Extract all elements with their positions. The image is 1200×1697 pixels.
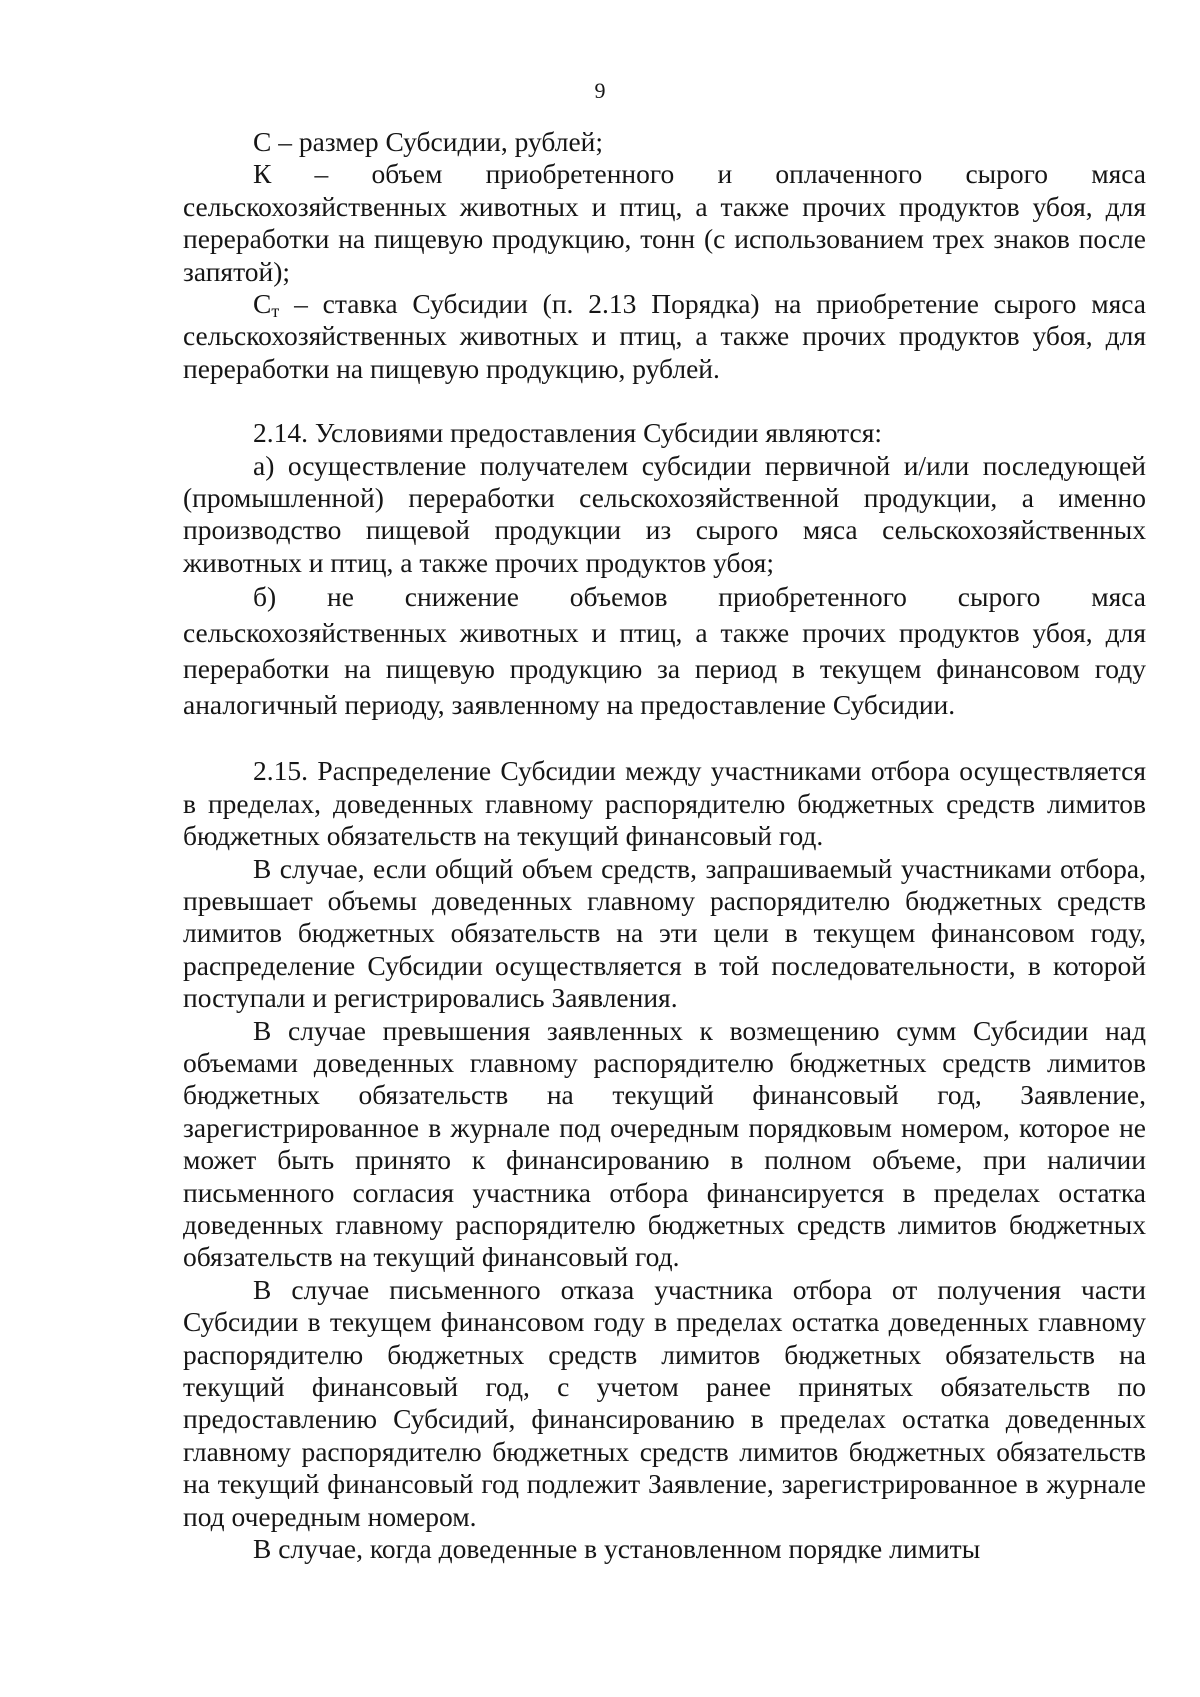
section-2-14-heading: 2.14. Условиями предоставления Субсидии являются: (253, 417, 883, 449)
section-2-15-paragraph-2: В случае, если общий объем средств, запрашиваемый участниками отбора, превышает объемы доведенных главному распорядителю бюджетных средств лимитов бюджетных обязательств на эти цели в текущем финансовом году, распределение Субсидии осуществляется в той последовательности, в которой поступали и регистрировались Заявления. (183, 852, 1146, 1014)
section-2-15-paragraph-1: 2.15. Распределение Субсидии между участниками отбора осуществляется в пределах, доведенных главному распорядителю бюджетных средств лимитов бюджетных обязательств на текущий финансовый год. (183, 755, 1146, 852)
legend-c: С – размер Субсидии, рублей; (253, 126, 604, 157)
legend-ct-text: – ставка Субсидии (п. 2.13 Порядка) на приобретение сырого мяса сельскохозяйственных животных и птиц, а также прочих продуктов убоя, для переработки на пищевую продукцию, рублей. (183, 288, 1146, 384)
section-2-15-paragraph-4: В случае письменного отказа участника отбора от получения части Субсидии в текущем финансовом году в пределах остатка доведенных главному распорядителю бюджетных средств лимитов бюджетных обязательств на текущий финансовый год, с учетом ранее принятых обязательств по предоставлению Субсидий, финансированию в пределах остатка доведенных главному распорядителю бюджетных средств лимитов бюджетных обязательств на текущий финансовый год подлежит Заявление, зарегистрированное в журнале под очередным номером. (183, 1273, 1146, 1532)
legend-ct (183, 288, 1146, 385)
section-2-14-item-a: а) осуществление получателем субсидии первичной и/или последующей (промышленной) переработки сельскохозяйственной продукции, а именно производство пищевой продукции из сырого мяса сельскохозяйственных животных и птиц, а также прочих продуктов убоя; (183, 449, 1146, 578)
legend-ct-symbol: С (253, 288, 272, 320)
legend-ct-subscript: т (271, 301, 280, 322)
section-2-15-paragraph-5: В случае, когда доведенные в установленном порядке лимиты (253, 1533, 981, 1565)
page-number: 9 (594, 78, 606, 103)
legend-k: К – объем приобретенного и оплаченного сырого мяса сельскохозяйственных животных и птиц, а также прочих продуктов убоя, для переработки на пищевую продукцию, тонн (с использованием трех знаков после запятой); (183, 158, 1146, 287)
section-2-14-item-b: б) не снижение объемов приобретенного сырого мяса сельскохозяйственных животных и птиц, а также прочих продуктов убоя, для переработки на пищевую продукцию за период в текущем финансовом году аналогичный периоду, заявленному на предоставление Субсидии. (183, 581, 1146, 721)
document-body (183, 126, 1146, 1565)
section-2-15-paragraph-3: В случае превышения заявленных к возмещению сумм Субсидии над объемами доведенных главному распорядителю бюджетных средств лимитов бюджетных обязательств на текущий финансовый год, Заявление, зарегистрированное в журнале под очередным порядковым номером, которое не может быть принято к финансированию в полном объеме, при наличии письменного согласия участника отбора финансируется в пределах остатка доведенных главному распорядителю бюджетных средств лимитов бюджетных обязательств на текущий финансовый год. (183, 1014, 1146, 1273)
